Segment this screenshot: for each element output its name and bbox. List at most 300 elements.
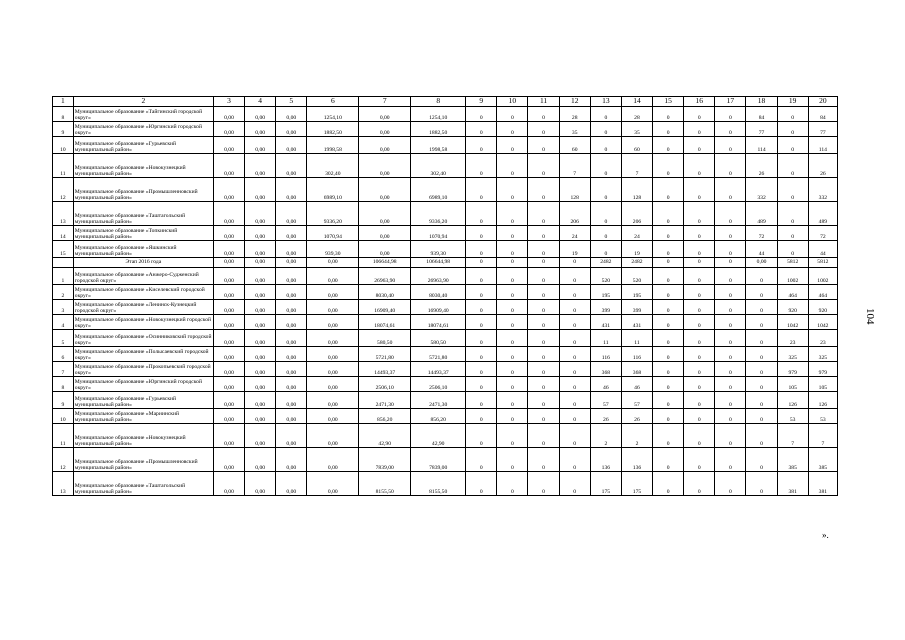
value-cell: 19 (621, 241, 652, 258)
value-cell: 0 (528, 154, 559, 178)
value-cell: 0 (653, 409, 684, 424)
value-cell: 206 (559, 202, 590, 226)
value-cell: 0,00 (276, 392, 307, 409)
value-cell: 0 (715, 472, 746, 496)
value-cell: 0 (528, 241, 559, 258)
value-cell: 0,00 (276, 154, 307, 178)
value-cell: 1002 (808, 268, 837, 285)
value-cell: 1002 (777, 268, 808, 285)
value-cell: 0 (590, 241, 621, 258)
value-cell: 0 (684, 226, 715, 241)
value-cell: 0 (466, 347, 497, 362)
value-cell: 0 (777, 154, 808, 178)
value-cell: 0 (715, 107, 746, 122)
value-cell: 0,00 (245, 300, 276, 315)
value-cell: 0 (528, 122, 559, 137)
value-cell: 0 (590, 202, 621, 226)
value-cell: 0 (715, 448, 746, 472)
value-cell: 23 (777, 330, 808, 347)
value-cell: 0 (466, 137, 497, 154)
value-cell: 2 (621, 424, 652, 448)
value-cell: 72 (746, 226, 777, 241)
value-cell: 0,00 (245, 472, 276, 496)
value-cell: 0 (746, 424, 777, 448)
row-number-cell: 7 (53, 362, 74, 377)
table-row (53, 178, 838, 202)
table-row (53, 392, 838, 409)
table-row (53, 330, 838, 347)
value-cell: 0 (590, 178, 621, 202)
municipality-name-cell: Муниципальное образование «Тайгинский городской округ» (73, 107, 213, 122)
value-cell: 0 (559, 472, 590, 496)
value-cell: 464 (808, 285, 837, 300)
value-cell: 0 (715, 202, 746, 226)
value-cell: 7 (559, 154, 590, 178)
value-cell: 0,00 (276, 226, 307, 241)
value-cell: 136 (621, 448, 652, 472)
column-header-20: 20 (808, 97, 837, 107)
column-header-12: 12 (559, 97, 590, 107)
value-cell: 302,40 (411, 154, 466, 178)
value-cell: 0 (715, 300, 746, 315)
value-cell: 8030,40 (411, 285, 466, 300)
value-cell: 0,00 (276, 258, 307, 268)
column-header-4: 4 (245, 97, 276, 107)
value-cell: 0,00 (245, 409, 276, 424)
value-cell: 0 (684, 377, 715, 392)
value-cell: 106644,98 (359, 258, 411, 268)
value-cell: 0 (684, 258, 715, 268)
column-header-14: 14 (621, 97, 652, 107)
column-header-13: 13 (590, 97, 621, 107)
value-cell: 0,00 (359, 226, 411, 241)
value-cell: 1042 (808, 315, 837, 330)
table-row (53, 362, 838, 377)
value-cell: 0 (466, 300, 497, 315)
value-cell: 2482 (590, 258, 621, 268)
value-cell: 0 (684, 285, 715, 300)
municipality-name-cell: Муниципальное образование «Ленинск-Кузнецкий городской округ» (73, 300, 213, 315)
value-cell: 0 (528, 202, 559, 226)
value-cell: 0 (466, 424, 497, 448)
value-cell: 0,00 (359, 154, 411, 178)
value-cell: 385 (808, 448, 837, 472)
value-cell: 0 (715, 347, 746, 362)
value-cell: 0,00 (213, 424, 244, 448)
value-cell: 0,00 (245, 137, 276, 154)
value-cell: 1882,50 (307, 122, 359, 137)
value-cell: 0 (559, 362, 590, 377)
value-cell: 0 (777, 226, 808, 241)
value-cell: 195 (590, 285, 621, 300)
value-cell: 0 (684, 409, 715, 424)
value-cell: 0,00 (359, 202, 411, 226)
value-cell: 580,50 (359, 330, 411, 347)
value-cell: 0 (528, 377, 559, 392)
header-row (53, 97, 838, 107)
table-row (53, 300, 838, 315)
value-cell: 0 (777, 241, 808, 258)
municipality-name-cell: Муниципальное образование «Киселевский городской округ» (73, 285, 213, 300)
value-cell: 0 (653, 226, 684, 241)
value-cell: 0 (715, 362, 746, 377)
table-row (53, 137, 838, 154)
row-number-cell: 1 (53, 268, 74, 285)
value-cell: 0 (653, 424, 684, 448)
value-cell: 105 (808, 377, 837, 392)
value-cell: 0 (466, 202, 497, 226)
value-cell: 0,00 (245, 122, 276, 137)
column-header-19: 19 (777, 97, 808, 107)
column-header-16: 16 (684, 97, 715, 107)
value-cell: 0 (466, 330, 497, 347)
value-cell: 0 (559, 268, 590, 285)
value-cell: 26 (808, 154, 837, 178)
value-cell: 0 (559, 377, 590, 392)
table-body (53, 107, 838, 496)
row-number-cell: 10 (53, 409, 74, 424)
value-cell: 0 (746, 362, 777, 377)
value-cell: 0 (528, 424, 559, 448)
value-cell: 1254,10 (307, 107, 359, 122)
value-cell: 28 (621, 107, 652, 122)
value-cell: 0 (528, 226, 559, 241)
municipality-name-cell: Муниципальное образование «Осинниковский городской округ» (73, 330, 213, 347)
value-cell: 0,00 (245, 226, 276, 241)
value-cell: 0 (466, 178, 497, 202)
value-cell: 2506,10 (411, 377, 466, 392)
value-cell: 0 (466, 122, 497, 137)
value-cell: 1882,50 (411, 122, 466, 137)
value-cell: 5812 (777, 258, 808, 268)
value-cell: 0 (466, 258, 497, 268)
value-cell: 0 (528, 409, 559, 424)
value-cell: 0 (559, 315, 590, 330)
value-cell: 0 (528, 258, 559, 268)
value-cell: 26963,90 (411, 268, 466, 285)
value-cell: 0 (590, 122, 621, 137)
value-cell: 0,00 (276, 347, 307, 362)
value-cell: 0,00 (213, 178, 244, 202)
value-cell: 0,00 (213, 258, 244, 268)
value-cell: 42,90 (411, 424, 466, 448)
municipality-name-cell: Муниципальное образование «Полысаевский городской округ» (73, 347, 213, 362)
value-cell: 0 (497, 347, 528, 362)
municipality-name-cell: Муниципальное образование «Новокузнецкий муниципальный район» (73, 154, 213, 178)
value-cell: 0,00 (307, 268, 359, 285)
value-cell: 24 (621, 226, 652, 241)
value-cell: 0 (559, 392, 590, 409)
value-cell: 0 (528, 362, 559, 377)
value-cell: 0 (466, 154, 497, 178)
value-cell: 0 (559, 424, 590, 448)
municipality-name-cell: Муниципальное образование «Юргинский городской округ» (73, 122, 213, 137)
value-cell: 0 (715, 258, 746, 268)
value-cell: 0 (497, 300, 528, 315)
value-cell: 0 (715, 178, 746, 202)
value-cell: 44 (808, 241, 837, 258)
column-header-8: 8 (411, 97, 466, 107)
value-cell: 24 (559, 226, 590, 241)
value-cell: 0,00 (307, 300, 359, 315)
value-cell: 0,00 (213, 300, 244, 315)
value-cell: 0,00 (307, 472, 359, 496)
municipality-name-cell: Муниципальное образование «Анжеро-Судженский городской округ» (73, 268, 213, 285)
value-cell: 0 (653, 392, 684, 409)
value-cell: 72 (808, 226, 837, 241)
value-cell: 0,00 (213, 268, 244, 285)
table-row (53, 409, 838, 424)
value-cell: 0 (497, 472, 528, 496)
value-cell: 368 (621, 362, 652, 377)
value-cell: 53 (808, 409, 837, 424)
value-cell: 7839,00 (411, 448, 466, 472)
value-cell: 0 (684, 315, 715, 330)
value-cell: 2471,30 (411, 392, 466, 409)
value-cell: 0 (528, 178, 559, 202)
value-cell: 0 (528, 268, 559, 285)
value-cell: 431 (590, 315, 621, 330)
value-cell: 0 (528, 347, 559, 362)
municipality-name-cell: Муниципальное образование «Юргинский городской округ» (73, 377, 213, 392)
value-cell: 939,30 (411, 241, 466, 258)
value-cell: 0 (715, 392, 746, 409)
value-cell: 0 (777, 107, 808, 122)
value-cell: 0 (715, 424, 746, 448)
value-cell: 0 (653, 315, 684, 330)
value-cell: 0 (497, 268, 528, 285)
value-cell: 35 (621, 122, 652, 137)
value-cell: 381 (808, 472, 837, 496)
value-cell: 114 (746, 137, 777, 154)
value-cell: 0,00 (213, 285, 244, 300)
value-cell: 0 (528, 448, 559, 472)
value-cell: 0 (684, 122, 715, 137)
value-cell: 0 (715, 330, 746, 347)
value-cell: 0,00 (276, 424, 307, 448)
value-cell: 0 (466, 268, 497, 285)
municipality-name-cell: Муниципальное образование «Промышленновский муниципальный район» (73, 178, 213, 202)
value-cell: 302,40 (307, 154, 359, 178)
value-cell: 128 (559, 178, 590, 202)
value-cell: 0 (653, 362, 684, 377)
value-cell: 175 (590, 472, 621, 496)
value-cell: 0,00 (276, 448, 307, 472)
value-cell: 0,00 (746, 258, 777, 268)
column-header-6: 6 (307, 97, 359, 107)
value-cell: 0 (746, 300, 777, 315)
value-cell: 84 (808, 107, 837, 122)
value-cell: 2482 (621, 258, 652, 268)
value-cell: 7 (777, 424, 808, 448)
value-cell: 0 (653, 154, 684, 178)
value-cell: 0 (777, 178, 808, 202)
municipality-name-cell: Муниципальное образование «Таштагольский муниципальный район» (73, 202, 213, 226)
value-cell: 116 (621, 347, 652, 362)
value-cell: 0 (746, 285, 777, 300)
municipality-name-cell: Муниципальное образование «Таштагольский муниципальный район» (73, 472, 213, 496)
column-header-17: 17 (715, 97, 746, 107)
value-cell: 0,00 (307, 409, 359, 424)
value-cell: 0 (466, 392, 497, 409)
column-header-9: 9 (466, 97, 497, 107)
row-number-cell: 14 (53, 226, 74, 241)
value-cell: 0,00 (245, 377, 276, 392)
value-cell: 520 (590, 268, 621, 285)
value-cell: 1254,10 (411, 107, 466, 122)
value-cell: 0 (746, 448, 777, 472)
value-cell: 0,00 (213, 154, 244, 178)
value-cell: 0,00 (213, 448, 244, 472)
value-cell: 0 (497, 392, 528, 409)
value-cell: 7 (621, 154, 652, 178)
value-cell: 0,00 (276, 409, 307, 424)
value-cell: 0 (559, 330, 590, 347)
value-cell: 53 (777, 409, 808, 424)
value-cell: 14493,37 (359, 362, 411, 377)
row-number-cell: 15 (53, 241, 74, 258)
value-cell: 2471,30 (359, 392, 411, 409)
value-cell: 16909,40 (411, 300, 466, 315)
value-cell: 489 (746, 202, 777, 226)
value-cell: 0 (497, 178, 528, 202)
value-cell: 0 (715, 122, 746, 137)
closing-quote-mark: ». (822, 530, 829, 540)
value-cell: 979 (777, 362, 808, 377)
value-cell: 0 (497, 137, 528, 154)
municipality-name-cell: Муниципальное образование «Мариинский муниципальный район» (73, 409, 213, 424)
value-cell: 6989,10 (411, 178, 466, 202)
value-cell: 0 (684, 178, 715, 202)
value-cell: 7 (808, 424, 837, 448)
value-cell: 2506,10 (359, 377, 411, 392)
value-cell: 14493,37 (411, 362, 466, 377)
table-row (53, 154, 838, 178)
value-cell: 0,00 (276, 202, 307, 226)
value-cell: 0,00 (213, 137, 244, 154)
table-row (53, 448, 838, 472)
row-number-cell: 8 (53, 107, 74, 122)
value-cell: 920 (808, 300, 837, 315)
row-number-cell (53, 258, 74, 268)
row-number-cell: 12 (53, 178, 74, 202)
value-cell: 0,00 (245, 285, 276, 300)
value-cell: 0 (684, 268, 715, 285)
column-header-18: 18 (746, 97, 777, 107)
value-cell: 35 (559, 122, 590, 137)
value-cell: 5812 (808, 258, 837, 268)
value-cell: 0 (559, 258, 590, 268)
value-cell: 0 (653, 377, 684, 392)
municipality-name-cell: Муниципальное образование «Промышленновский муниципальный район» (73, 448, 213, 472)
value-cell: 0,00 (245, 330, 276, 347)
column-header-15: 15 (653, 97, 684, 107)
value-cell: 0 (497, 362, 528, 377)
value-cell: 856,20 (411, 409, 466, 424)
value-cell: 0 (497, 409, 528, 424)
value-cell: 0 (528, 300, 559, 315)
value-cell: 9336,20 (307, 202, 359, 226)
table-row (53, 241, 838, 258)
value-cell: 11 (590, 330, 621, 347)
value-cell: 0 (653, 241, 684, 258)
value-cell: 0 (715, 268, 746, 285)
value-cell: 116 (590, 347, 621, 362)
table-row (53, 472, 838, 496)
row-number-cell: 4 (53, 315, 74, 330)
value-cell: 0 (497, 107, 528, 122)
value-cell: 0,00 (245, 154, 276, 178)
value-cell: 0 (653, 107, 684, 122)
value-cell: 0 (653, 330, 684, 347)
value-cell: 26 (621, 409, 652, 424)
value-cell: 0 (684, 347, 715, 362)
value-cell: 0 (715, 137, 746, 154)
municipality-name-cell: Муниципальное образование «Гурьевский муниципальный район» (73, 392, 213, 409)
value-cell: 332 (808, 178, 837, 202)
row-number-cell: 11 (53, 154, 74, 178)
value-cell: 0 (497, 226, 528, 241)
value-cell: 0,00 (359, 107, 411, 122)
value-cell: 0,00 (245, 347, 276, 362)
value-cell: 0 (715, 285, 746, 300)
value-cell: 0 (684, 202, 715, 226)
value-cell: 0 (746, 330, 777, 347)
value-cell: 0 (653, 137, 684, 154)
municipality-name-cell: Этап 2016 года (73, 258, 213, 268)
value-cell: 0 (684, 241, 715, 258)
value-cell: 0 (466, 107, 497, 122)
value-cell: 9336,20 (411, 202, 466, 226)
value-cell: 1070,94 (307, 226, 359, 241)
value-cell: 0 (715, 409, 746, 424)
value-cell: 385 (777, 448, 808, 472)
value-cell: 0 (653, 268, 684, 285)
value-cell: 0,00 (245, 268, 276, 285)
value-cell: 580,50 (411, 330, 466, 347)
value-cell: 18074,61 (411, 315, 466, 330)
value-cell: 0 (746, 392, 777, 409)
value-cell: 0 (497, 424, 528, 448)
value-cell: 0 (653, 285, 684, 300)
value-cell: 0 (684, 137, 715, 154)
value-cell: 0,00 (245, 107, 276, 122)
table-row-total (53, 258, 838, 268)
value-cell: 0 (777, 202, 808, 226)
table-row (53, 285, 838, 300)
value-cell: 23 (808, 330, 837, 347)
value-cell: 0,00 (276, 315, 307, 330)
value-cell: 126 (777, 392, 808, 409)
value-cell: 8155,50 (411, 472, 466, 496)
column-header-7: 7 (359, 97, 411, 107)
table-row (53, 377, 838, 392)
value-cell: 0,00 (276, 285, 307, 300)
value-cell: 0 (497, 122, 528, 137)
value-cell: 44 (746, 241, 777, 258)
value-cell: 46 (590, 377, 621, 392)
value-cell: 0,00 (213, 347, 244, 362)
column-header-11: 11 (528, 97, 559, 107)
municipality-name-cell: Муниципальное образование «Гурьевский муниципальный район» (73, 137, 213, 154)
value-cell: 0,00 (213, 226, 244, 241)
value-cell: 0 (466, 226, 497, 241)
value-cell: 60 (559, 137, 590, 154)
value-cell: 0,00 (359, 241, 411, 258)
value-cell: 489 (808, 202, 837, 226)
value-cell: 0,00 (276, 241, 307, 258)
value-cell: 0,00 (245, 241, 276, 258)
